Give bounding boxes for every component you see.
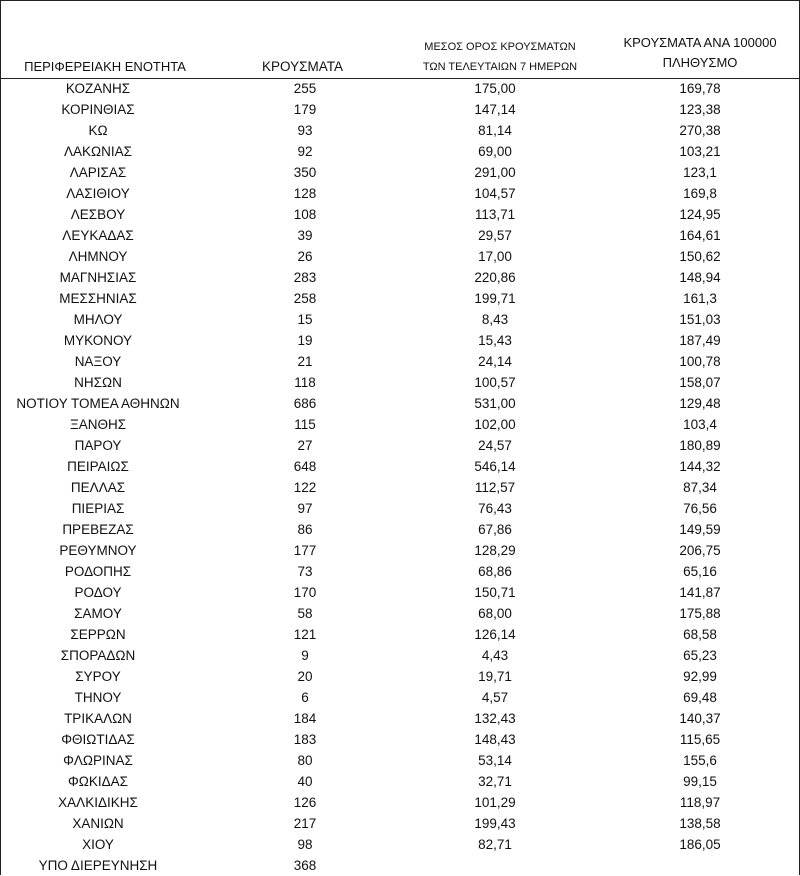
header-cases-per-100k [600,33,800,73]
cases-cell: 40 [297,774,313,789]
table-header [0,0,800,79]
per100k-cell: 138,58 [679,816,721,831]
cases-cell: 20 [297,669,313,684]
cases-cell: 73 [297,564,313,579]
region-cell: ΠΕΙΡΑΙΩΣ [67,459,129,474]
avg-cell: 531,00 [474,396,516,411]
avg-cell: 128,29 [474,543,516,558]
per100k-cell: 141,87 [679,585,721,600]
cases-cell: 258 [293,291,317,306]
table-row [0,813,800,834]
per100k-cell: 99,15 [683,774,717,789]
table-row [0,687,800,708]
avg-cell: 148,43 [474,732,516,747]
per100k-cell: 118,97 [679,795,721,810]
cases-cell: 21 [297,354,313,369]
per100k-cell: 65,23 [683,648,717,663]
cases-cell: 686 [293,396,317,411]
region-cell: ΛΑΚΩΝΙΑΣ [64,144,132,159]
per100k-cell: 148,94 [679,270,721,285]
per100k-cell: 186,05 [679,837,721,852]
table-row [0,603,800,624]
table-row [0,330,800,351]
table-row [0,162,800,183]
avg-cell: 220,86 [474,270,516,285]
avg-cell: 76,43 [478,501,512,516]
avg-cell: 15,43 [478,333,512,348]
region-cell: ΧΙΟΥ [82,837,114,852]
region-cell: ΣΑΜΟΥ [74,606,122,621]
avg-cell: 147,14 [474,102,516,117]
avg-cell: 8,43 [481,312,509,327]
cases-cell: 255 [293,81,317,96]
region-cell: ΞΑΝΘΗΣ [69,417,127,432]
header-region: ΠΕΡΙΦΕΡΕΙΑΚΗ ΕΝΟΤΗΤΑ [24,59,186,74]
per100k-cell: 100,78 [679,354,721,369]
region-cell: ΦΘΙΩΤΙΔΑΣ [61,732,135,747]
table-row [0,78,800,99]
table-row [0,498,800,519]
per100k-cell: 158,07 [679,375,721,390]
region-cell: ΠΑΡΟΥ [74,438,122,453]
region-cell: ΛΑΡΙΣΑΣ [69,165,127,180]
table-row [0,267,800,288]
avg-cell: 29,57 [478,228,512,243]
per100k-cell: 115,65 [679,732,721,747]
cases-cell: 126 [293,795,317,810]
cases-cell: 177 [293,543,317,558]
table-row [0,666,800,687]
avg-cell: 175,00 [474,81,516,96]
region-cell: ΤΡΙΚΑΛΩΝ [64,711,132,726]
table-row [0,246,800,267]
per100k-cell: 149,59 [679,522,721,537]
cases-cell: 217 [293,816,317,831]
header-per100k-line2: ΠΛΗΘΥΣΜΟ [662,55,738,70]
table-row [0,750,800,771]
avg-cell: 4,43 [481,648,509,663]
region-cell: ΚΩ [88,123,108,138]
table-body [0,78,800,876]
region-cell: ΧΑΝΙΩΝ [72,816,124,831]
region-cell: ΜΗΛΟΥ [73,312,123,327]
cases-cell: 283 [293,270,317,285]
per100k-cell: 103,21 [679,144,721,159]
avg-cell: 32,71 [478,774,512,789]
avg-cell: 100,57 [474,375,516,390]
avg-cell: 546,14 [474,459,516,474]
region-cell: ΡΟΔΟΥ [74,585,122,600]
region-cell: ΦΛΩΡΙΝΑΣ [63,753,133,768]
cases-cell: 115 [294,417,316,432]
per100k-cell: 151,03 [679,312,721,327]
cases-cell: 98 [297,837,313,852]
per100k-cell: 103,4 [683,417,717,432]
region-cell: ΣΕΡΡΩΝ [70,627,126,642]
cases-cell: 648 [293,459,317,474]
cases-cell: 118 [294,375,316,390]
avg-cell: 101,29 [474,795,516,810]
region-cell: ΥΠΟ ΔΙΕΡΕΥΝΗΣΗ [38,858,158,873]
cases-cell: 9 [301,648,309,663]
header-per100k-line1: ΚΡΟΥΣΜΑΤΑ ΑΝΑ 100000 [623,35,777,50]
table-row [0,624,800,645]
avg-cell: 150,71 [474,585,516,600]
per100k-cell: 69,48 [683,690,717,705]
table-row [0,561,800,582]
cases-cell: 26 [297,249,313,264]
region-cell: ΡΟΔΟΠΗΣ [64,564,132,579]
table-row [0,309,800,330]
cases-cell: 27 [297,438,313,453]
region-cell: ΛΕΣΒΟΥ [70,207,126,222]
avg-cell: 291,00 [474,165,516,180]
header-avg-line2: ΤΩΝ ΤΕΛΕΥΤΑΙΩΝ 7 ΗΜΕΡΩΝ [422,61,578,73]
table-row [0,351,800,372]
avg-cell: 24,57 [478,438,512,453]
region-cell: ΧΑΛΚΙΔΙΚΗΣ [58,795,138,810]
per100k-cell: 180,89 [679,438,721,453]
avg-cell: 199,43 [474,816,516,831]
per100k-cell: 206,75 [679,543,721,558]
table-row [0,477,800,498]
per100k-cell: 150,62 [679,249,721,264]
per100k-cell: 92,99 [683,669,717,684]
cases-cell: 183 [293,732,317,747]
table-row [0,708,800,729]
region-cell: ΛΗΜΝΟΥ [68,249,128,264]
avg-cell: 104,57 [474,186,516,201]
per100k-cell [600,855,800,876]
region-cell: ΠΙΕΡΙΑΣ [71,501,125,516]
cases-cell: 58 [297,606,313,621]
region-cell: ΤΗΝΟΥ [74,690,122,705]
table-row [0,183,800,204]
avg-cell: 4,57 [481,690,509,705]
table-row [0,645,800,666]
region-cell: ΜΑΓΝΗΣΙΑΣ [59,270,137,285]
table-row [0,456,800,477]
region-cell: ΚΟΖΑΝΗΣ [65,81,131,96]
cases-cell: 179 [293,102,317,117]
avg-cell: 69,00 [478,144,512,159]
table-row [0,729,800,750]
avg-cell: 113,71 [474,207,516,222]
region-cell: ΠΕΛΛΑΣ [70,480,126,495]
per100k-cell: 140,37 [679,711,721,726]
cases-cell: 97 [297,501,313,516]
cases-cell: 108 [293,207,317,222]
avg-cell: 102,00 [474,417,516,432]
cases-cell: 184 [293,711,317,726]
table-row [0,225,800,246]
region-cell: ΣΠΟΡΑΔΩΝ [60,648,136,663]
per100k-cell: 155,6 [683,753,717,768]
table-row [0,414,800,435]
region-cell: ΝΑΞΟΥ [74,354,122,369]
region-cell: ΛΕΥΚΑΔΑΣ [62,228,134,243]
per100k-cell: 187,49 [679,333,721,348]
table-row [0,288,800,309]
table-row [0,582,800,603]
region-cell: ΡΕΘΥΜΝΟΥ [59,543,137,558]
cases-cell: 39 [297,228,313,243]
region-cell: ΣΥΡΟΥ [75,669,121,684]
table-row [0,540,800,561]
cases-cell: 93 [297,123,313,138]
avg-cell: 199,71 [474,291,516,306]
table-row [0,141,800,162]
table-row [0,99,800,120]
per100k-cell: 175,88 [679,606,721,621]
avg-cell: 112,57 [474,480,516,495]
table-row [0,519,800,540]
per100k-cell: 68,58 [683,627,717,642]
region-cell: ΠΡΕΒΕΖΑΣ [62,522,134,537]
avg-cell: 68,00 [478,606,512,621]
table-row [0,834,800,855]
avg-cell: 132,43 [474,711,516,726]
per100k-cell: 123,38 [679,102,721,117]
table-row [0,372,800,393]
table-row [0,792,800,813]
per100k-cell: 129,48 [679,396,721,411]
per100k-cell: 76,56 [683,501,717,516]
per100k-cell: 144,32 [679,459,721,474]
per100k-cell: 169,8 [683,186,717,201]
region-cell: ΜΕΣΣΗΝΙΑΣ [59,291,137,306]
avg-cell: 126,14 [474,627,516,642]
region-cell: ΛΑΣΙΘΙΟΥ [66,186,130,201]
per100k-cell: 65,16 [683,564,717,579]
header-avg-line1: ΜΕΣΟΣ ΟΡΟΣ ΚΡΟΥΣΜΑΤΩΝ [424,41,576,53]
table-row [0,855,800,876]
per100k-cell: 124,95 [679,207,721,222]
cases-cell: 92 [297,144,313,159]
avg-cell [405,855,585,876]
header-cases: ΚΡΟΥΣΜΑΤΑ [262,59,343,74]
per100k-cell: 87,34 [683,480,717,495]
cases-cell: 121 [293,627,317,642]
avg-cell: 67,86 [478,522,512,537]
per100k-cell: 169,78 [679,81,721,96]
cases-cell: 368 [293,858,317,873]
avg-cell: 17,00 [478,249,512,264]
table-row [0,393,800,414]
table-row [0,771,800,792]
cases-cell: 15 [297,312,313,327]
region-cell: ΝΟΤΙΟΥ ΤΟΜΕΑ ΑΘΗΝΩΝ [16,396,180,411]
table-row [0,120,800,141]
avg-cell: 68,86 [478,564,512,579]
region-cell: ΚΟΡΙΝΘΙΑΣ [61,102,135,117]
header-avg-7-days [405,37,595,77]
avg-cell: 53,14 [478,753,512,768]
per100k-cell: 270,38 [679,123,721,138]
per100k-cell: 123,1 [683,165,717,180]
table-row [0,435,800,456]
avg-cell: 24,14 [478,354,512,369]
cases-cell: 19 [297,333,313,348]
cases-cell: 6 [301,690,309,705]
region-cell: ΜΥΚΟΝΟΥ [63,333,133,348]
avg-cell: 19,71 [478,669,512,684]
cases-cell: 128 [293,186,317,201]
avg-cell: 82,71 [478,837,512,852]
cases-cell: 122 [293,480,317,495]
table-row [0,204,800,225]
cases-cell: 170 [293,585,317,600]
per100k-cell: 161,3 [683,291,717,306]
region-cell: ΦΩΚΙΔΑΣ [68,774,128,789]
region-cell: ΝΗΣΩΝ [74,375,122,390]
cases-cell: 80 [297,753,313,768]
avg-cell: 81,14 [478,123,512,138]
cases-cell: 86 [297,522,313,537]
per100k-cell: 164,61 [679,228,721,243]
cases-cell: 350 [293,165,317,180]
